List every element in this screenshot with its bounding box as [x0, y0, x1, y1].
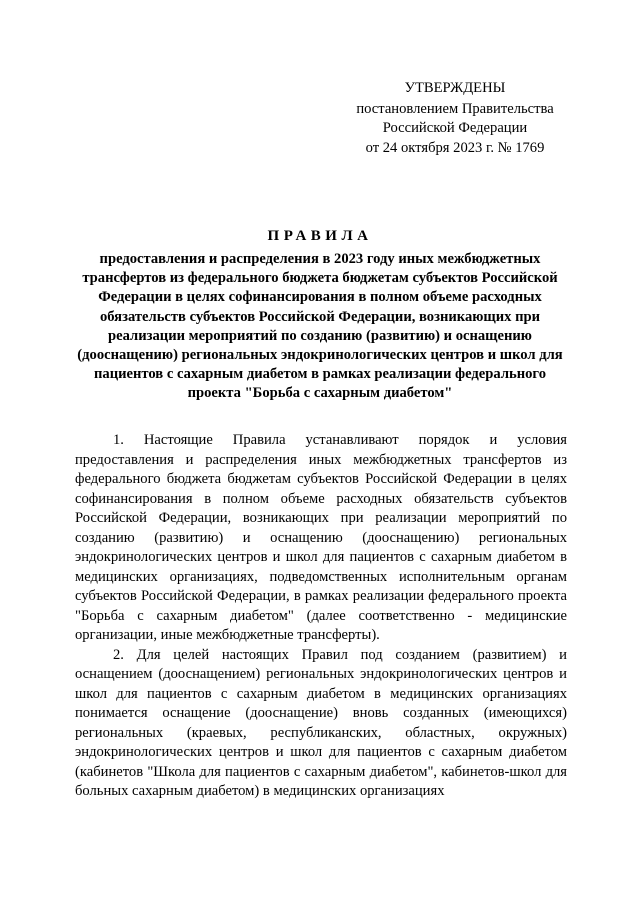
paragraph-2: 2. Для целей настоящих Правил под созданием (развитием) и оснащением (дооснащением) региональных эндокринологических центров и школ для пациентов с сахарным диабетом в медицинских организациях понимается оснащение (дооснащение) вновь созданных (имеющихся) региональных (краевых, республиканских, областных, окружных) эндокринологических центров и школ для пациентов с сахарным диабетом (кабинетов "Школа для пациентов с сахарным диабетом", кабинетов-школ для больных сахарным диабетом) в медицинских организациях: [75, 646, 567, 799]
approval-resolution-line: постановлением Правительства: [356, 100, 554, 117]
document-title: ПРАВИЛА: [267, 228, 373, 244]
document-subtitle: предоставления и распределения в 2023 году иных межбюджетных трансфертов из федерального бюджета бюджетам субъектов Российской Федерации в целях софинансирования в полном объеме расходных обязательств субъектов Российской Федерации, возникающих при реализации мероприятий по созданию (развитию) и оснащению (дооснащению) региональных эндокринологических центров и школ для пациентов с сахарным диабетом в рамках реализации федерального проекта "Борьба с сахарным диабетом": [77, 251, 563, 402]
approval-stamp-block: [340, 79, 570, 158]
approval-heading: УТВЕРЖДЕНЫ: [404, 80, 506, 96]
document-body: [75, 431, 567, 802]
paragraph-1: 1. Настоящие Правила устанавливают порядок и условия предоставления и распределения иных межбюджетных трансфертов из федерального бюджета бюджетам субъектов Российской Федерации в целях софинансирования в полном объеме расходных обязательств субъектов Российской Федерации, возникающих при реализации мероприятий по созданию (развитию) и оснащению (дооснащению) региональных эндокринологических центров и школ для пациентов с сахарным диабетом в медицинских организациях, подведомственных исполнительным органам субъектов Российской Федерации, в рамках реализации федерального проекта "Борьба с сахарным диабетом" (далее соответственно - медицинские организации, иные межбюджетные трансферты).: [75, 432, 567, 643]
approval-date-number-line: от 24 октября 2023 г. № 1769: [365, 139, 545, 156]
approval-government-line: Российской Федерации: [382, 120, 528, 136]
